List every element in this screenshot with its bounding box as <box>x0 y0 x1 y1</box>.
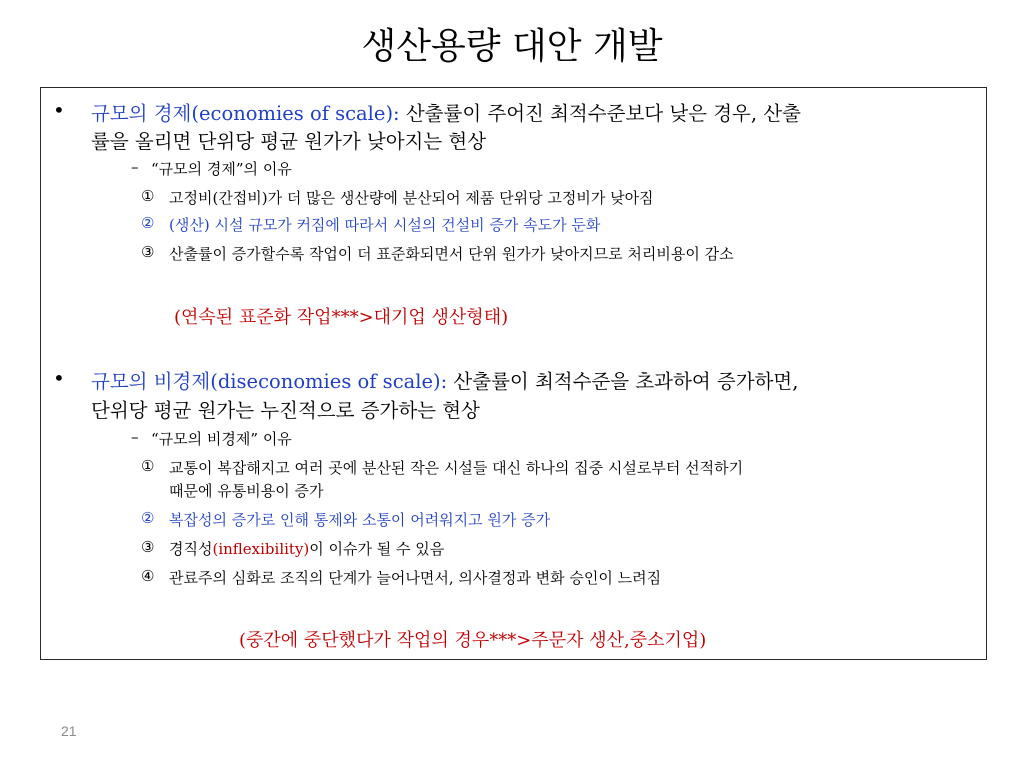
item-number: ③ <box>141 538 155 556</box>
content-box <box>40 87 987 660</box>
economies-note: (연속된 표준화 작업***>대기업 생산형태) <box>174 307 509 328</box>
diseconomies-reason-3 <box>169 538 444 559</box>
diseconomies-of-scale-term: 규모의 비경제(diseconomies of scale): <box>91 370 448 393</box>
item-number: ③ <box>141 243 155 261</box>
sub-dash: – <box>131 428 139 446</box>
bullet-marker: • <box>53 366 65 390</box>
diseconomies-reason-2: 복잡성의 증가로 인해 통제와 소통이 어려워지고 원가 증가 <box>169 511 551 529</box>
item-number: ② <box>141 214 155 232</box>
bullet-marker: • <box>53 98 65 122</box>
economies-reason-3: 산출률이 증가할수록 작업이 더 표준화되면서 단위 원가가 낮아지므로 처리비용이 감소 <box>169 245 734 263</box>
economies-of-scale-term: 규모의 경제(economies of scale): <box>91 102 400 125</box>
economies-of-scale-desc: 산출률이 주어진 최적수준보다 낮은 경우, 산출 <box>399 102 801 125</box>
item-number: ② <box>141 509 155 527</box>
economies-reason-1: 고정비(간접비)가 더 많은 생산량에 분산되어 제품 단위당 고정비가 낮아짐 <box>169 189 654 207</box>
economies-reason-2: (생산) 시설 규모가 커짐에 따라서 시설의 건설비 증가 속도가 둔화 <box>169 216 601 234</box>
sub-dash: – <box>131 158 139 176</box>
item-number: ④ <box>141 567 155 585</box>
item-number: ① <box>141 457 155 475</box>
page-number: 21 <box>61 723 77 739</box>
economies-of-scale-desc-cont: 률을 올리면 단위당 평균 원가가 낮아지는 현상 <box>91 130 487 153</box>
reason-3-post: 이 이슈가 될 수 있음 <box>309 540 445 558</box>
reason-3-pre: 경직성 <box>169 540 213 558</box>
diseconomies-note: (중간에 중단했다가 작업의 경우***>주문자 생산,중소기업) <box>239 630 707 651</box>
diseconomies-reason-1: 교통이 복잡해지고 여러 곳에 분산된 작은 시설들 대신 하나의 집중 시설로부터 선적하기 <box>169 459 744 477</box>
economies-of-scale-definition <box>91 98 801 126</box>
diseconomies-reason-1-cont: 때문에 유통비용이 증가 <box>169 482 324 500</box>
item-number: ① <box>141 187 155 205</box>
diseconomies-of-scale-definition <box>91 366 798 394</box>
diseconomies-reasons-heading: “규모의 비경제” 이유 <box>151 430 292 448</box>
slide-title: 생산용량 대안 개발 <box>361 26 663 67</box>
diseconomies-of-scale-desc: 산출률이 최적수준을 초과하여 증가하면, <box>447 370 799 393</box>
economies-reasons-heading: “규모의 경제”의 이유 <box>151 160 292 178</box>
inflexibility-term: (inflexibility) <box>212 540 310 558</box>
diseconomies-reason-4: 관료주의 심화로 조직의 단계가 늘어나면서, 의사결정과 변화 승인이 느려짐 <box>169 569 662 587</box>
diseconomies-of-scale-desc-cont: 단위당 평균 원가는 누진적으로 증가하는 현상 <box>91 399 480 422</box>
